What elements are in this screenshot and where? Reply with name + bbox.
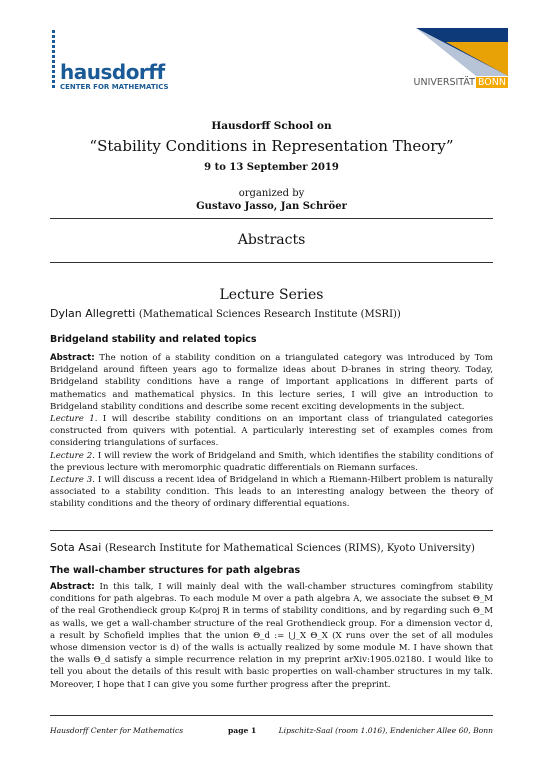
- event-title: “Stability Conditions in Representation Theory”: [89, 137, 454, 155]
- footer-right: Lipschitz-Saal (room 1.016), Endenicher Allee 60, Bonn: [278, 726, 493, 735]
- divider: [50, 218, 493, 219]
- lecture-label: Lecture 2.: [50, 450, 95, 461]
- lecture-text: I will describe stability conditions on an important class of triangulated categories constructed from quivers with potential. A particularly interesting set of examples comes from considering triangulations of surfaces.: [50, 414, 494, 449]
- lecture-text: I will review the work of Bridgeland and Smith, which identifies the stability conditions of the previous lecture with meromorphic quadratic differentials on Riemann surfaces.: [50, 450, 494, 473]
- uni-bonn-logo-left: UNIVERSITÄT: [413, 77, 475, 88]
- lecture-series-heading: Lecture Series: [219, 287, 324, 303]
- organized-by: organized by: [238, 188, 305, 199]
- uni-bonn-logo-right: BONN: [477, 77, 506, 88]
- organizers: Gustavo Jasso, Jan Schröer: [196, 201, 347, 212]
- uni-bonn-logo-mark: [416, 28, 508, 76]
- abstract-text: The notion of a stability condition on a triangulated category was introduced by Tom Bridgeland around fifteen years ago to formalize ideas about D-branes in string theory. Today, Bridgeland stability conditions have a range of important applications in different parts of mathematics and mathematical physics. In this lecture series, I will give an introduction to Bridgeland stability conditions and describe some recent exciting developments in the subject.: [50, 353, 494, 412]
- footer-left: Hausdorff Center for Mathematics: [50, 726, 184, 735]
- lecture-label: Lecture 1.: [50, 414, 98, 425]
- hausdorff-logo-subtitle: CENTER FOR MATHEMATICS: [60, 83, 169, 91]
- speaker-name: Sota Asai: [50, 541, 102, 554]
- lecture-label: Lecture 3.: [50, 475, 95, 486]
- divider: [50, 262, 493, 263]
- talk-title: The wall-chamber structures for path algebras: [50, 565, 301, 576]
- uni-bonn-logo: [378, 28, 508, 92]
- divider: [50, 530, 493, 531]
- uni-bonn-logo-text: [414, 77, 508, 88]
- talk-title: Bridgeland stability and related topics: [50, 334, 257, 345]
- talk-abstract: [50, 352, 493, 511]
- event-dates: 9 to 13 September 2019: [204, 162, 339, 173]
- talk-abstract: [50, 581, 493, 691]
- footer-divider: [50, 715, 493, 716]
- speaker-name: Dylan Allegretti: [50, 307, 136, 320]
- abstract-label: Abstract:: [50, 353, 95, 363]
- footer-page-number: page 1: [228, 726, 257, 735]
- abstract-text: In this talk, I will mainly deal with the wall-chamber structures comingfrom stability conditions for path algebras. To each module M over a path algebra A, we associate the subset Θ_M of the real Grothendieck group K₀(proj R in terms of stability conditions, and by regarding such Θ_M as walls, we get a wall-chamber structure of the real Grothendieck group. For a dimension vector d, a result by Schofield implies that the union Θ_d := ⋃_X Θ_X (X runs over the set of all modules whose dimension vector is d) of the walls is actually realized by some module M. I have shown that the walls Θ_d satisfy a simple recurrence relation in my preprint arXiv:1905.02180. I would like to tell you about the details of this result with basic properties on wall-chamber structures in my talk. Moreover, I hope that I can give you some further progress after the preprint.: [50, 582, 493, 690]
- abstract-label: Abstract:: [50, 582, 95, 592]
- school-line: Hausdorff School on: [211, 120, 332, 132]
- speaker-affiliation: (Research Institute for Mathematical Sciences (RIMS), Kyoto University): [104, 543, 475, 554]
- hausdorff-logo-word: hausdorff: [60, 60, 165, 84]
- speaker-line: [50, 541, 475, 554]
- hausdorff-logo: [52, 30, 172, 92]
- speaker-affiliation: (Mathematical Sciences Research Institute (MSRI)): [138, 309, 401, 320]
- logo-dots: [52, 30, 58, 92]
- lecture-text: I will discuss a recent idea of Bridgeland in which a Riemann-Hilbert problem is naturally associated to a stability condition. This leads to an interesting analogy between the theory of stability conditions and the theory of ordinary differential equations.: [50, 475, 494, 510]
- abstracts-heading: Abstracts: [237, 232, 306, 248]
- speaker-line: [50, 307, 401, 320]
